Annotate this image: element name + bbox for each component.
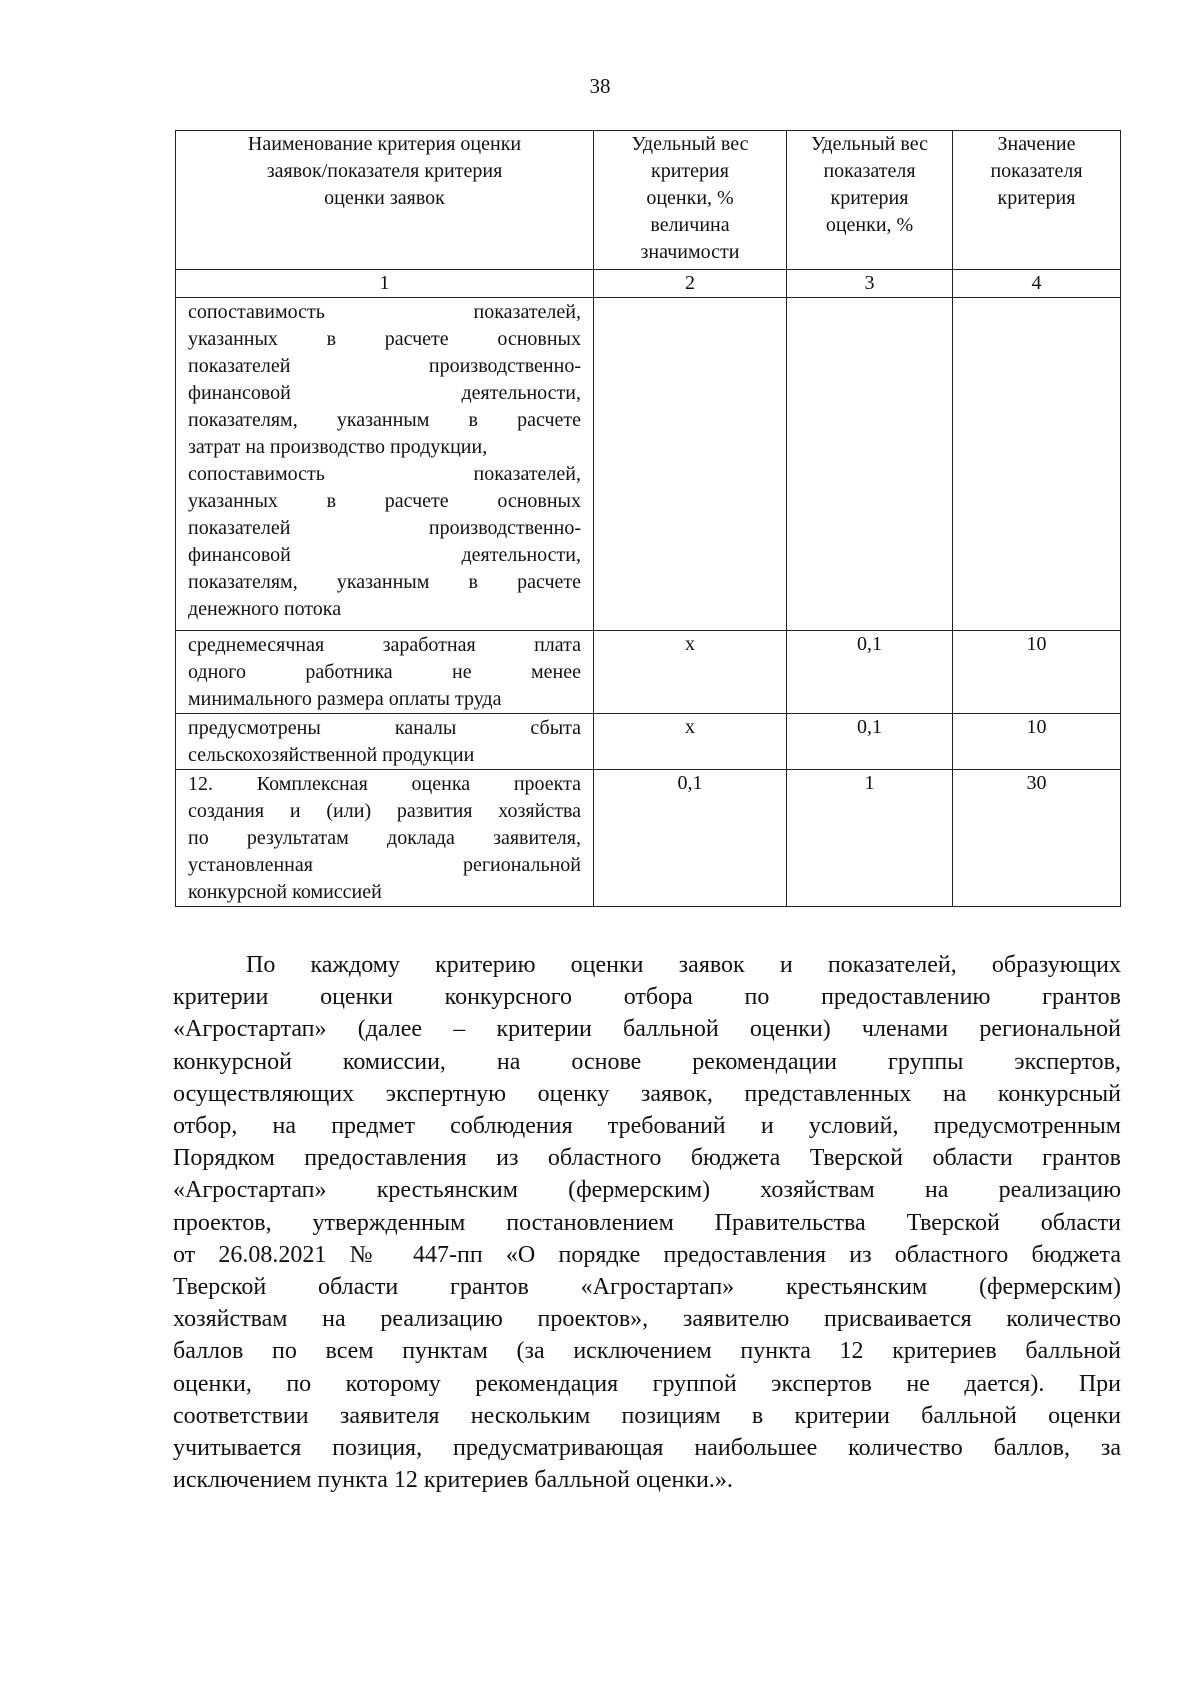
paragraph-line: оценки, по которому рекомендация группой экспертов не дается). При bbox=[173, 1370, 1121, 1397]
paragraph-line: баллов по всем пунктам (за исключением пункта 12 критериев балльной bbox=[173, 1338, 1121, 1365]
column-number: 4 bbox=[953, 270, 1121, 298]
header-indicator-weight bbox=[787, 131, 953, 270]
criterion-text-line: показателей производственно- bbox=[188, 517, 581, 539]
criterion-text-line: предусмотрены каналы сбыта bbox=[188, 717, 581, 739]
header-line: значимости bbox=[640, 241, 740, 263]
paragraph-line: проектов, утвержденным постановлением Правительства Тверской области bbox=[173, 1209, 1121, 1236]
table-header-row bbox=[176, 131, 1121, 270]
header-line: Наименование критерия оценки bbox=[247, 133, 522, 155]
paragraph-line: конкурсной комиссии, на основе рекомендации группы экспертов, bbox=[173, 1048, 1121, 1075]
criterion-text-line: финансовой деятельности, bbox=[188, 382, 581, 404]
criterion-text-line: среднемесячная заработная плата bbox=[188, 634, 581, 656]
criterion-text-line: по результатам доклада заявителя, bbox=[188, 827, 581, 849]
criterion-weight-cell: х bbox=[594, 714, 787, 770]
criterion-text-line: сопоставимость показателей, bbox=[188, 301, 581, 323]
criterion-text-line: установленная региональной bbox=[188, 854, 581, 876]
indicator-weight-cell: 0,1 bbox=[787, 631, 953, 714]
paragraph-line: По каждому критерию оценки заявок и показателей, образующих bbox=[246, 952, 1121, 978]
criterion-text-line: одного работника не менее bbox=[188, 661, 581, 683]
criterion-text-line: показателей производственно- bbox=[188, 355, 581, 377]
paragraph-line: учитывается позиция, предусматривающая наибольшее количество баллов, за bbox=[173, 1435, 1121, 1462]
criterion-text-line: финансовой деятельности, bbox=[188, 544, 581, 566]
criterion-text-line: показателям, указанным в расчете bbox=[188, 571, 581, 593]
header-line: показателя bbox=[990, 160, 1083, 182]
column-number: 1 bbox=[176, 270, 594, 298]
indicator-weight-cell bbox=[787, 298, 953, 631]
paragraph-line: критерии оценки конкурсного отбора по предоставлению грантов bbox=[173, 984, 1121, 1011]
paragraph-line: отбор, на предмет соблюдения требований и условий, предусмотренным bbox=[173, 1113, 1121, 1140]
criterion-name-cell bbox=[176, 714, 594, 770]
indicator-value-cell: 10 bbox=[953, 714, 1121, 770]
body-paragraph bbox=[173, 949, 1121, 1496]
criterion-text-line: показателям, указанным в расчете bbox=[188, 409, 581, 431]
page-number: 38 bbox=[589, 74, 611, 98]
criterion-name-cell bbox=[176, 298, 594, 631]
criterion-text-line: денежного потока bbox=[188, 598, 342, 620]
indicator-weight-cell: 1 bbox=[787, 770, 953, 907]
header-criterion-weight bbox=[594, 131, 787, 270]
criterion-text-line: указанных в расчете основных bbox=[188, 490, 581, 512]
table-row bbox=[176, 770, 1121, 907]
criterion-weight-cell: 0,1 bbox=[594, 770, 787, 907]
criterion-text-line: создания и (или) развития хозяйства bbox=[188, 800, 581, 822]
header-line: оценки, % bbox=[825, 214, 914, 236]
criterion-text-line: сельскохозяйственной продукции bbox=[188, 744, 475, 766]
paragraph-line: Тверской области грантов «Агростартап» крестьянским (фермерским) bbox=[173, 1274, 1121, 1301]
header-indicator-value bbox=[953, 131, 1121, 270]
paragraph-line: хозяйствам на реализацию проектов», заявителю присваивается количество bbox=[173, 1306, 1121, 1333]
criterion-text-line: указанных в расчете основных bbox=[188, 328, 581, 350]
header-line: Удельный вес bbox=[631, 133, 749, 155]
table-row bbox=[176, 298, 1121, 631]
header-criterion-name bbox=[176, 131, 594, 270]
header-line: критерия bbox=[830, 187, 909, 209]
header-line: Удельный вес bbox=[811, 133, 928, 155]
indicator-weight-cell: 0,1 bbox=[787, 714, 953, 770]
header-line: показателя bbox=[823, 160, 916, 182]
criterion-weight-cell: х bbox=[594, 631, 787, 714]
table-row bbox=[176, 714, 1121, 770]
paragraph-line: «Агростартап» (далее – критерии балльной оценки) членами региональной bbox=[173, 1016, 1121, 1043]
criterion-weight-cell bbox=[594, 298, 787, 631]
indicator-value-cell: 30 bbox=[953, 770, 1121, 907]
paragraph-line: осуществляющих экспертную оценку заявок, представленных на конкурсный bbox=[173, 1080, 1121, 1107]
table-row bbox=[176, 631, 1121, 714]
criterion-name-cell bbox=[176, 631, 594, 714]
header-line: заявок/показателя критерия bbox=[266, 160, 503, 182]
header-line: величина bbox=[650, 214, 730, 236]
column-number: 2 bbox=[594, 270, 787, 298]
paragraph-line: Порядком предоставления из областного бюджета Тверской области грантов bbox=[173, 1145, 1121, 1172]
paragraph-line: исключением пункта 12 критериев балльной оценки.». bbox=[173, 1467, 733, 1494]
header-line: оценки заявок bbox=[324, 187, 445, 209]
header-line: критерия bbox=[997, 187, 1076, 209]
header-line: Значение bbox=[997, 133, 1076, 155]
criterion-text-line: минимального размера оплаты труда bbox=[188, 688, 502, 710]
header-line: оценки, % bbox=[646, 187, 734, 209]
criterion-text-line: затрат на производство продукции, bbox=[188, 436, 488, 458]
indicator-value-cell: 10 bbox=[953, 631, 1121, 714]
indicator-value-cell bbox=[953, 298, 1121, 631]
criterion-text-line: сопоставимость показателей, bbox=[188, 463, 581, 485]
column-number-row bbox=[176, 270, 1121, 298]
paragraph-line: соответствии заявителя нескольким позициям в критерии балльной оценки bbox=[173, 1402, 1121, 1429]
criterion-text-line: 12. Комплексная оценка проекта bbox=[188, 773, 581, 795]
header-line: критерия bbox=[651, 160, 729, 182]
paragraph-line: от 26.08.2021 № 447-пп «О порядке предоставления из областного бюджета bbox=[173, 1241, 1121, 1268]
column-number: 3 bbox=[787, 270, 953, 298]
criterion-text-line: конкурсной комиссией bbox=[188, 881, 382, 903]
criteria-table bbox=[175, 130, 1121, 907]
criterion-name-cell bbox=[176, 770, 594, 907]
paragraph-line: «Агростартап» крестьянским (фермерским) хозяйствам на реализацию bbox=[173, 1177, 1121, 1204]
